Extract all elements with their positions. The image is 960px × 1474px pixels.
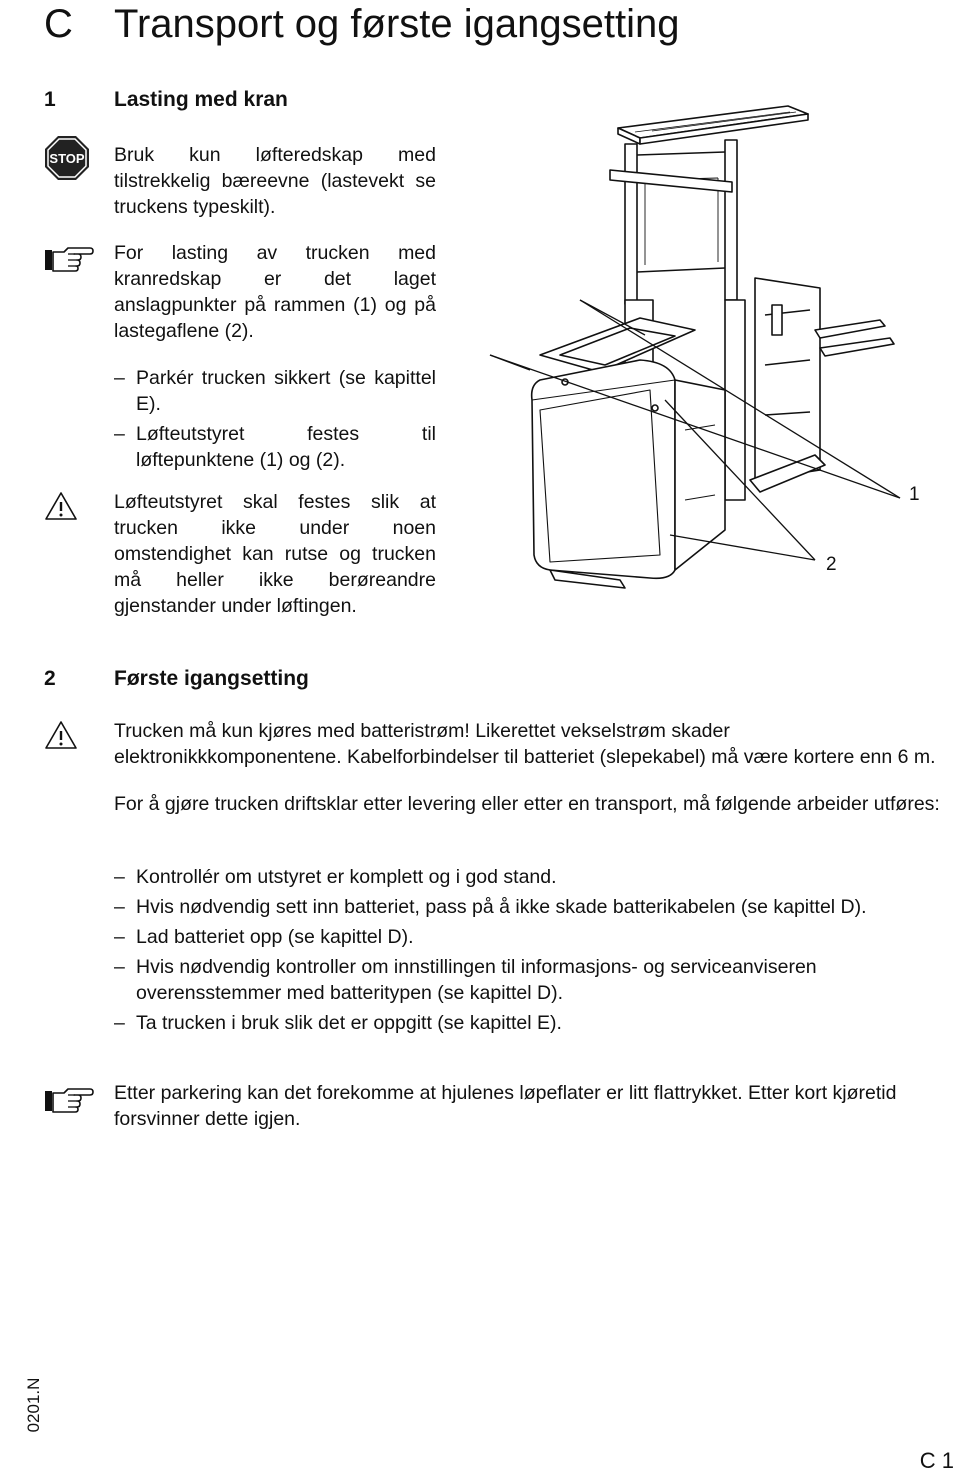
section-2-heading [44,667,309,691]
list-item: – Løfteutstyret festes til løftepunktene (1) og (2). [114,421,436,473]
section-number: 2 [44,667,56,690]
warning-triangle-icon [44,491,78,521]
truck-illustration [470,100,950,600]
section-1-steps [114,365,436,477]
stop-sign-icon [44,135,90,181]
list-item: – Lad batteriet opp (se kapittel D). [114,924,956,950]
list-item: – Parkér trucken sikkert (se kapittel E). [114,365,436,417]
document-code: 0201.N [24,1377,43,1433]
page-title [44,2,679,46]
pointing-hand-icon [44,1085,94,1115]
list-item: – Hvis nødvendig sett inn batteriet, pass på å ikke skade batterikabelen (se kapittel D). [114,894,956,920]
warning-triangle-icon [44,720,78,750]
hand-note-text: For lasting av trucken med kranredskap er det laget anslagpunkter på rammen (1) og på lastegaflene (2). [114,242,436,342]
section-number: 1 [44,88,56,111]
chapter-letter: C [44,2,73,46]
figure-label-1: 1 [909,484,920,505]
list-item: – Hvis nødvendig kontroller om innstillingen til informasjons- og serviceanviseren overensstemmer med batteritypen (se kapittel D). [114,954,956,1006]
stop-note-text: Bruk kun løfteredskap med tilstrekkelig bæreevne (lastevekt se truckens typeskilt). [114,144,436,218]
section-title: Første igangsetting [114,667,309,690]
section-2-hand-note: Etter parkering kan det forekomme at hjulenes løpeflater er litt flattrykket. Etter kort kjøretid forsvinner dette igjen. [114,1082,897,1130]
section-2-steps [114,864,956,1040]
section-title: Lasting med kran [114,88,288,111]
section-1-heading [44,88,288,112]
pointing-hand-icon [44,244,94,274]
section-2-warning-text: Trucken må kun kjøres med batteristrøm! Likerettet vekselstrøm skader elektronikkkomponentene. Kabelforbindelser til batteriet (slepekabel) må være kortere enn 6 m. [114,720,936,768]
section-2-intro: For å gjøre trucken driftsklar etter levering eller etter en transport, må følgende arbeider utføres: [114,793,940,815]
page-number: C 1 [919,1448,954,1473]
svg-text:STOP: STOP [49,151,85,166]
list-item: – Kontrollér om utstyret er komplett og i god stand. [114,864,956,890]
figure-label-2: 2 [826,554,837,575]
list-item: – Ta trucken i bruk slik det er oppgitt (se kapittel E). [114,1010,956,1036]
warning-text: Løfteutstyret skal festes slik at trucken ikke under noen omstendighet kan rutse og trucken må heller ikke berøreandre gjenstander under løftingen. [114,491,436,617]
chapter-title: Transport og første igangsetting [114,2,680,46]
